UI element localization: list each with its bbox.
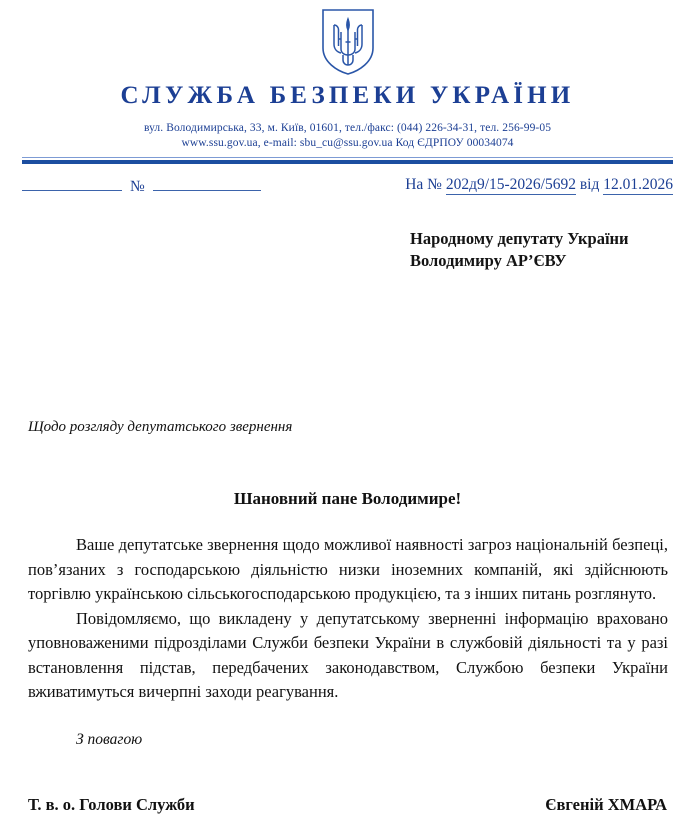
letterhead-address: вул. Володимирська, 33, м. Київ, 01601, тел./факс: (044) 226-34-31, тел. 256-99-05: [143, 122, 552, 134]
letterhead: [0, 0, 695, 164]
outgoing-reference: [22, 176, 261, 196]
outgoing-date-blank: [22, 176, 122, 191]
signatory-name: Євгеній ХМАРА: [545, 795, 667, 814]
body-paragraph-2: Повідомляємо, що викладену у депутатському зверненні інформацію враховано уповноваженими підрозділами Служби безпеки України в службовій діяльності та у разі встановлення підстав, передбачених законодавством, Службою безпеки України вживатимуться вичерпні заходи реагування.: [28, 608, 668, 701]
subject-line: Щодо розгляду депутатського звернення: [28, 419, 293, 435]
incoming-date-value: 12.01.2026: [603, 176, 673, 193]
letterhead-web-contacts: www.ssu.gov.ua, e-mail: sbu_cu@ssu.gov.ua Код ЄДРПОУ 00034074: [181, 137, 514, 149]
incoming-number-value: 202д9/15-2026/5692: [445, 176, 576, 193]
outgoing-number-blank: [153, 176, 261, 191]
ukraine-trident-coat-of-arms-icon: [321, 8, 375, 76]
incoming-date-prefix: від: [579, 176, 600, 193]
letterhead-divider: [22, 157, 673, 164]
organization-title: СЛУЖБА БЕЗПЕКИ УКРАЇНИ: [120, 82, 575, 109]
incoming-prefix-label: На №: [405, 176, 442, 193]
reference-row: [22, 176, 673, 198]
numero-symbol: №: [130, 178, 145, 195]
signature-block: [28, 795, 667, 815]
divider-thick-line: [22, 160, 673, 164]
signatory-position: Т. в. о. Голови Служби: [28, 795, 195, 814]
body-paragraph-1: Ваше депутатське звернення щодо можливої наявності загроз національній безпеці, пов’язаних з господарською діяльністю низки іноземних компаній, які здійснюють торгівлю українською сільськогосподарською продукцією, та з інших питань розглянуто.: [28, 535, 668, 603]
addressee-line-1: Народному депутату України: [410, 229, 629, 248]
closing-salutation: З повагою: [76, 731, 143, 748]
addressee-line-2: Володимиру АР’ЄВУ: [410, 251, 567, 270]
addressee-block: [410, 228, 629, 272]
greeting-line: Шановний пане Володимире!: [233, 489, 462, 508]
incoming-reference: [405, 176, 673, 194]
letter-body: [28, 533, 668, 705]
